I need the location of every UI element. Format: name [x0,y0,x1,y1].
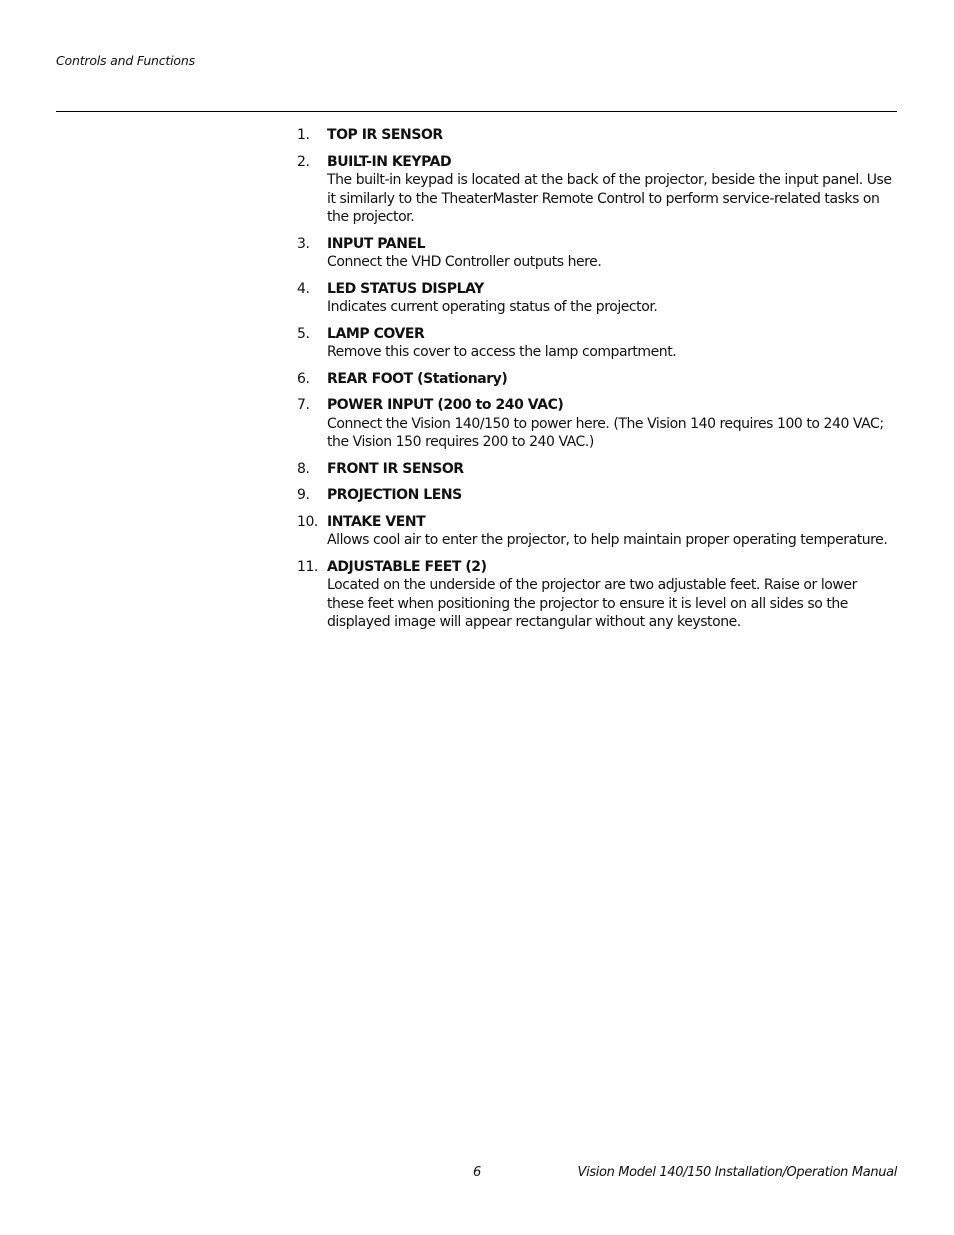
item-title: INPUT PANEL [327,235,426,252]
list-item [297,460,897,479]
manual-title: Vision Model 140/150 Installation/Operation Manual [577,1165,897,1180]
item-number: 7. [297,397,310,413]
item-title: PROJECTION LENS [327,487,462,503]
item-number: 6. [297,370,310,387]
item-number: 1. [297,127,310,143]
item-number: 9. [297,487,310,503]
item-number: 8. [297,460,310,477]
item-number: 2. [297,153,310,170]
list-item [297,325,897,362]
list-item [297,235,897,272]
list-item [297,513,897,550]
item-title: ADJUSTABLE FEET (2) [327,558,487,575]
item-title: INTAKE VENT [327,513,426,530]
item-title: POWER INPUT (200 to 240 VAC) [327,397,564,413]
list-item [297,396,897,452]
item-description: The built-in keypad is located at the back of the projector, beside the input panel. Use it similarly to the TheaterMaster Remote Control to perform service-related tasks on the projector. [327,172,892,225]
item-title: TOP IR SENSOR [327,127,443,143]
header-rule [56,111,897,112]
item-title: FRONT IR SENSOR [327,460,464,477]
item-description: Connect the Vision 140/150 to power here. (The Vision 140 requires 100 to 240 VAC; the Vision 150 requires 200 to 240 VAC.) [327,415,884,450]
item-title: BUILT-IN KEYPAD [327,153,452,170]
item-description: Indicates current operating status of the projector. [327,299,658,315]
item-title: REAR FOOT (Stationary) [327,370,508,387]
list-item [297,153,897,227]
list-item [297,280,897,317]
item-description: Allows cool air to enter the projector, to help maintain proper operating temperature. [327,532,888,548]
item-number: 5. [297,325,310,342]
running-header: Controls and Functions [56,53,195,68]
item-title: LAMP COVER [327,325,425,342]
item-description: Located on the underside of the projector are two adjustable feet. Raise or lower these feet when positioning the projector to ensure it is level on all sides so the displayed image will appear rectangular without any keystone. [327,577,857,630]
list-item [297,370,897,389]
list-item [297,558,897,632]
page-number: 6 [473,1165,482,1180]
item-description: Remove this cover to access the lamp compartment. [327,344,677,360]
item-number: 11. [297,558,318,575]
item-description: Connect the VHD Controller outputs here. [327,254,602,270]
item-number: 10. [297,513,318,530]
list-item [297,126,897,145]
item-number: 3. [297,235,310,252]
item-number: 4. [297,280,310,297]
list-item [297,486,897,505]
controls-list [297,126,897,632]
item-title: LED STATUS DISPLAY [327,280,484,297]
